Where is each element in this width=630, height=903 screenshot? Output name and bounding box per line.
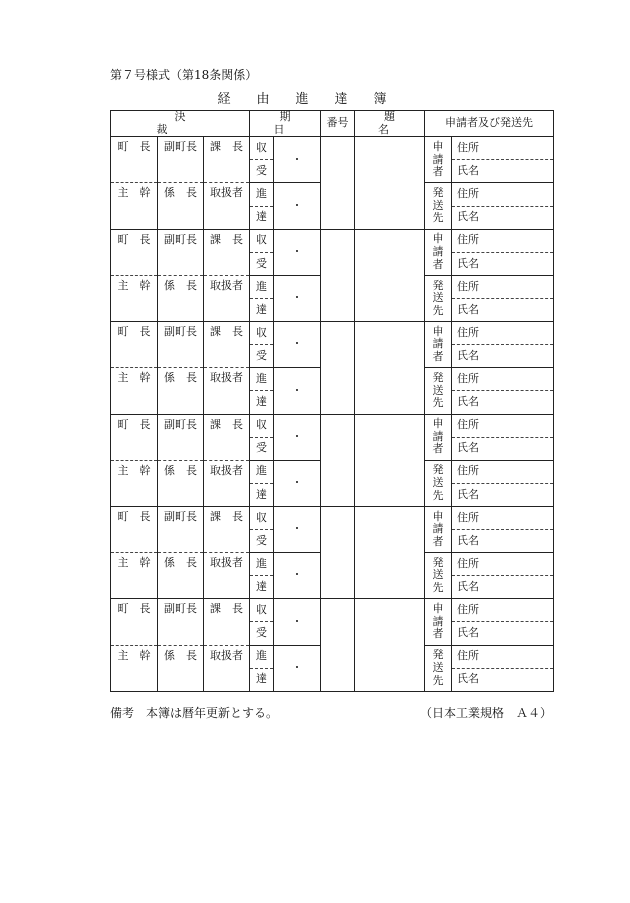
forwarded-date: ・ [274, 275, 321, 321]
role-section-chief: 課 長 [204, 137, 250, 183]
received-label-1: 収 [250, 414, 274, 437]
applicant-name-field: 氏名 [452, 160, 554, 183]
role-section-chief: 課 長 [204, 414, 250, 460]
ledger-table [110, 110, 553, 692]
ledger-entry [111, 414, 554, 437]
received-label-1: 収 [250, 322, 274, 345]
destination-name-field: 氏名 [452, 206, 554, 229]
forwarded-date: ・ [274, 368, 321, 414]
paper-standard: （日本工業規格 Ａ４） [420, 706, 553, 720]
applicant-address-field: 住所 [452, 414, 554, 437]
forwarded-label-1: 進 [250, 368, 274, 391]
applicant-name-field: 氏名 [452, 437, 554, 460]
entry-subject [355, 322, 425, 414]
role-section-chief: 課 長 [204, 506, 250, 552]
header-applicant-destination: 申請者及び発送先 [425, 111, 554, 137]
role-subsection-chief: 係 長 [158, 368, 204, 414]
applicant-label: 申 請 者 [425, 506, 452, 552]
role-chief-officer: 主 幹 [111, 183, 158, 229]
forwarded-date: ・ [274, 553, 321, 599]
role-subsection-chief: 係 長 [158, 275, 204, 321]
received-label-2: 受 [250, 345, 274, 368]
role-deputy-mayor: 副町長 [158, 137, 204, 183]
destination-name-field: 氏名 [452, 391, 554, 414]
role-handler: 取扱者 [204, 553, 250, 599]
entry-number [321, 599, 355, 692]
received-label-1: 収 [250, 599, 274, 622]
entry-subject [355, 599, 425, 692]
destination-address-field: 住所 [452, 183, 554, 206]
ledger-entry [111, 229, 554, 252]
entry-subject [355, 137, 425, 229]
destination-label: 発 送 先 [425, 275, 452, 321]
role-chief-officer: 主 幹 [111, 553, 158, 599]
received-label-2: 受 [250, 252, 274, 275]
role-handler: 取扱者 [204, 183, 250, 229]
received-date: ・ [274, 229, 321, 275]
forwarded-label-2: 達 [250, 576, 274, 599]
header-approval: 決 裁 [111, 111, 250, 137]
ledger-entry [111, 506, 554, 529]
header-date: 期 日 [250, 111, 321, 137]
header-row [111, 111, 554, 137]
destination-label: 発 送 先 [425, 645, 452, 691]
destination-name-field: 氏名 [452, 298, 554, 321]
role-handler: 取扱者 [204, 275, 250, 321]
role-deputy-mayor: 副町長 [158, 414, 204, 460]
forwarded-date: ・ [274, 183, 321, 229]
forwarded-label-2: 達 [250, 668, 274, 691]
received-label-2: 受 [250, 437, 274, 460]
remarks-note: 備考 本簿は暦年更新とする。 [110, 706, 279, 720]
applicant-label: 申 請 者 [425, 229, 452, 275]
role-mayor: 町 長 [111, 506, 158, 552]
applicant-address-field: 住所 [452, 599, 554, 622]
received-date: ・ [274, 506, 321, 552]
destination-name-field: 氏名 [452, 668, 554, 691]
received-date: ・ [274, 137, 321, 183]
applicant-address-field: 住所 [452, 322, 554, 345]
received-label-1: 収 [250, 137, 274, 160]
role-mayor: 町 長 [111, 229, 158, 275]
form-label: 第７号様式（第18条関係） [110, 68, 258, 82]
role-deputy-mayor: 副町長 [158, 506, 204, 552]
forwarded-label-1: 進 [250, 183, 274, 206]
forwarded-label-2: 達 [250, 206, 274, 229]
destination-address-field: 住所 [452, 460, 554, 483]
role-deputy-mayor: 副町長 [158, 599, 204, 645]
applicant-address-field: 住所 [452, 137, 554, 160]
role-mayor: 町 長 [111, 322, 158, 368]
role-subsection-chief: 係 長 [158, 460, 204, 506]
applicant-label: 申 請 者 [425, 322, 452, 368]
destination-address-field: 住所 [452, 553, 554, 576]
received-label-2: 受 [250, 160, 274, 183]
header-subject: 題 名 [355, 111, 425, 137]
header-number: 番号 [321, 111, 355, 137]
applicant-label: 申 請 者 [425, 599, 452, 645]
destination-address-field: 住所 [452, 645, 554, 668]
forwarded-label-1: 進 [250, 460, 274, 483]
role-mayor: 町 長 [111, 599, 158, 645]
received-label-1: 収 [250, 506, 274, 529]
applicant-label: 申 請 者 [425, 414, 452, 460]
received-date: ・ [274, 414, 321, 460]
document-title: 経由進達簿 [217, 92, 413, 107]
received-date: ・ [274, 599, 321, 645]
forwarded-label-2: 達 [250, 391, 274, 414]
forwarded-label-1: 進 [250, 645, 274, 668]
applicant-address-field: 住所 [452, 229, 554, 252]
destination-name-field: 氏名 [452, 576, 554, 599]
entry-subject [355, 506, 425, 598]
ledger-entry [111, 322, 554, 345]
applicant-label: 申 請 者 [425, 137, 452, 183]
entry-number [321, 322, 355, 414]
role-subsection-chief: 係 長 [158, 183, 204, 229]
forwarded-label-2: 達 [250, 298, 274, 321]
role-section-chief: 課 長 [204, 322, 250, 368]
ledger-entry [111, 137, 554, 160]
forwarded-label-1: 進 [250, 553, 274, 576]
role-section-chief: 課 長 [204, 229, 250, 275]
destination-label: 発 送 先 [425, 553, 452, 599]
role-deputy-mayor: 副町長 [158, 322, 204, 368]
role-mayor: 町 長 [111, 414, 158, 460]
received-label-2: 受 [250, 530, 274, 553]
entry-subject [355, 414, 425, 506]
entry-number [321, 414, 355, 506]
role-subsection-chief: 係 長 [158, 553, 204, 599]
role-handler: 取扱者 [204, 368, 250, 414]
destination-label: 発 送 先 [425, 183, 452, 229]
forwarded-label-1: 進 [250, 275, 274, 298]
forwarded-date: ・ [274, 645, 321, 691]
destination-label: 発 送 先 [425, 368, 452, 414]
applicant-name-field: 氏名 [452, 345, 554, 368]
received-label-2: 受 [250, 622, 274, 645]
entry-subject [355, 229, 425, 321]
role-handler: 取扱者 [204, 460, 250, 506]
role-chief-officer: 主 幹 [111, 460, 158, 506]
received-label-1: 収 [250, 229, 274, 252]
destination-label: 発 送 先 [425, 460, 452, 506]
applicant-name-field: 氏名 [452, 252, 554, 275]
role-subsection-chief: 係 長 [158, 645, 204, 691]
entry-number [321, 229, 355, 321]
forwarded-label-2: 達 [250, 483, 274, 506]
entry-number [321, 137, 355, 229]
role-deputy-mayor: 副町長 [158, 229, 204, 275]
role-mayor: 町 長 [111, 137, 158, 183]
applicant-name-field: 氏名 [452, 622, 554, 645]
applicant-name-field: 氏名 [452, 530, 554, 553]
role-chief-officer: 主 幹 [111, 645, 158, 691]
ledger-entry [111, 599, 554, 622]
role-section-chief: 課 長 [204, 599, 250, 645]
destination-address-field: 住所 [452, 368, 554, 391]
role-chief-officer: 主 幹 [111, 368, 158, 414]
entry-number [321, 506, 355, 598]
role-chief-officer: 主 幹 [111, 275, 158, 321]
forwarded-date: ・ [274, 460, 321, 506]
destination-name-field: 氏名 [452, 483, 554, 506]
destination-address-field: 住所 [452, 275, 554, 298]
role-handler: 取扱者 [204, 645, 250, 691]
applicant-address-field: 住所 [452, 506, 554, 529]
received-date: ・ [274, 322, 321, 368]
